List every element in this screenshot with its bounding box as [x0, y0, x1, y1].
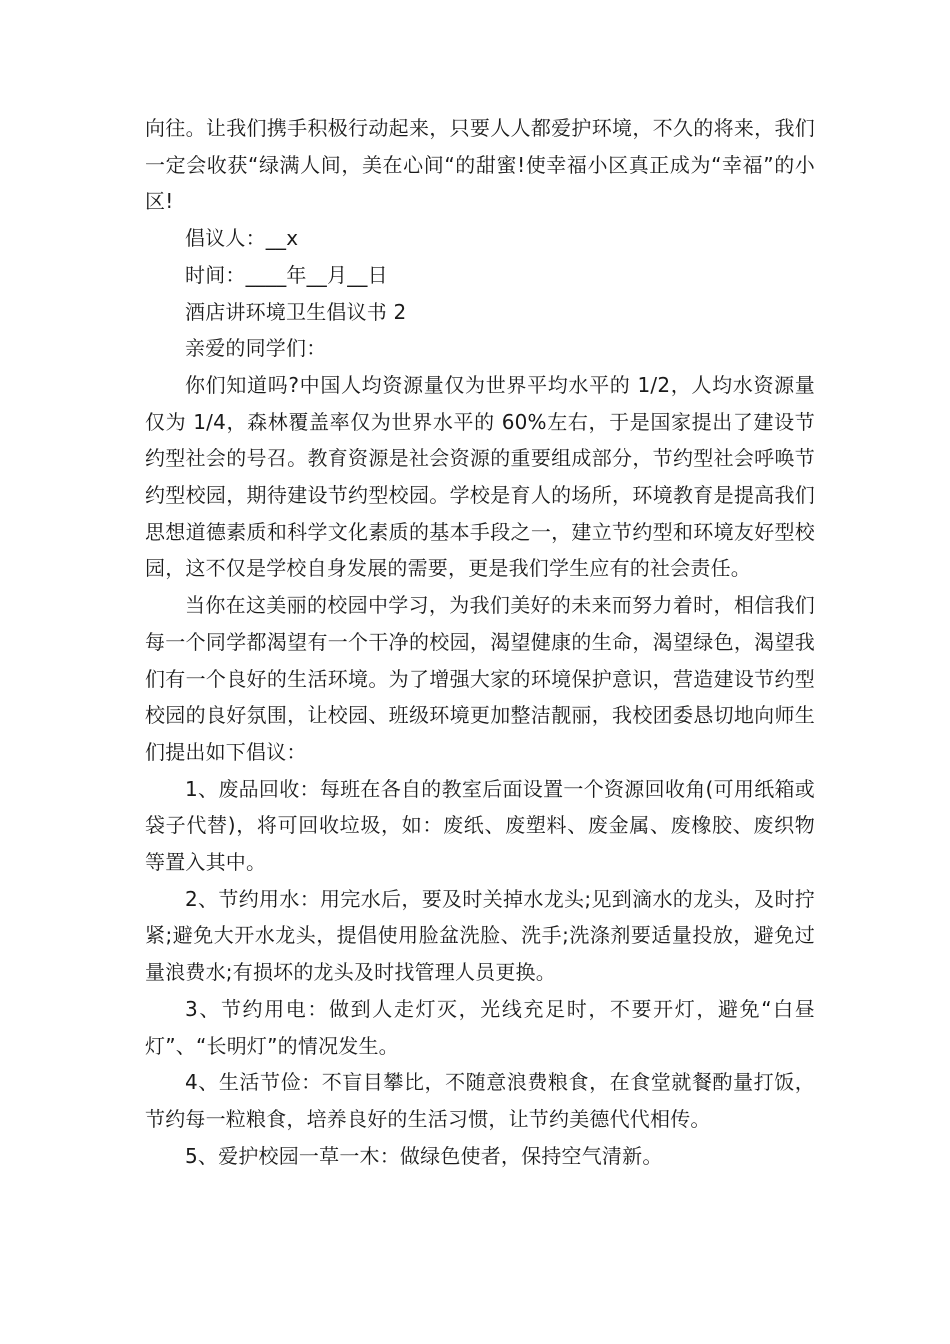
proposer-line: 倡议人：__x	[185, 226, 299, 251]
section-title: 酒店讲环境卫生倡议书 2	[185, 299, 407, 324]
paragraph-intro: 你们知道吗?中国人均资源量仅为世界平均水平的 1/2，人均水资源量仅为 1/4，森林覆盖率仅为世界水平的 60%左右，于是国家提出了建设节约型社会的号召。教育资源是社会资源的重要组成部分，节约型社会呼唤节约型校园，期待建设节约型校园。学校是育人的场所，环境教育是提高我们思想道德素质和科学文化素质的基本手段之一，建立节约型和环境友好型校园，这不仅是学校自身发展的需要，更是我们学生应有的社会责任。	[145, 372, 815, 581]
item-electricity: 3、节约用电：做到人走灯灭，光线充足时，不要开灯，避免“白昼灯”、“长明灯”的情况发生。	[145, 996, 815, 1058]
item-frugality: 4、生活节俭：不盲目攀比，不随意浪费粮食，在食堂就餐酌量打饭，节约每一粒粮食，培养良好的生活习惯，让节约美德代代相传。	[145, 1070, 815, 1131]
item-recycling: 1、废品回收：每班在各自的教室后面设置一个资源回收角(可用纸箱或袋子代替)，将可回收垃圾，如：废纸、废塑料、废金属、废橡胶、废织物等置入其中。	[145, 776, 815, 875]
paragraph-campus: 当你在这美丽的校园中学习，为我们美好的未来而努力着时，相信我们每一个同学都渴望有一个干净的校园，渴望健康的生命，渴望绿色，渴望我们有一个良好的生活环境。为了增强大家的环境保护意识，营造建设节约型校园的良好氛围，让校园、班级环境更加整洁靓丽，我校团委恳切地向师生们提出如下倡议：	[145, 593, 815, 764]
date-line: 时间：____年__月__日	[185, 262, 388, 287]
item-greenery: 5、爱护校园一草一木：做绿色使者，保持空气清新。	[185, 1143, 663, 1168]
item-water: 2、节约用水：用完水后，要及时关掉水龙头;见到滴水的龙头，及时拧紧;避免大开水龙头，提倡使用脸盆洗脸、洗手;洗涤剂要适量投放，避免过量浪费水;有损坏的龙头及时找管理人员更换。	[145, 886, 815, 985]
salutation: 亲爱的同学们：	[185, 336, 327, 361]
document-body	[145, 110, 815, 1174]
paragraph-closing-line: 向往。让我们携手积极行动起来，只要人人都爱护环境，不久的将来，我们一定会收获“绿满人间，美在心间“的甜蜜!使幸福小区真正成为“幸福”的小区!	[145, 116, 815, 214]
